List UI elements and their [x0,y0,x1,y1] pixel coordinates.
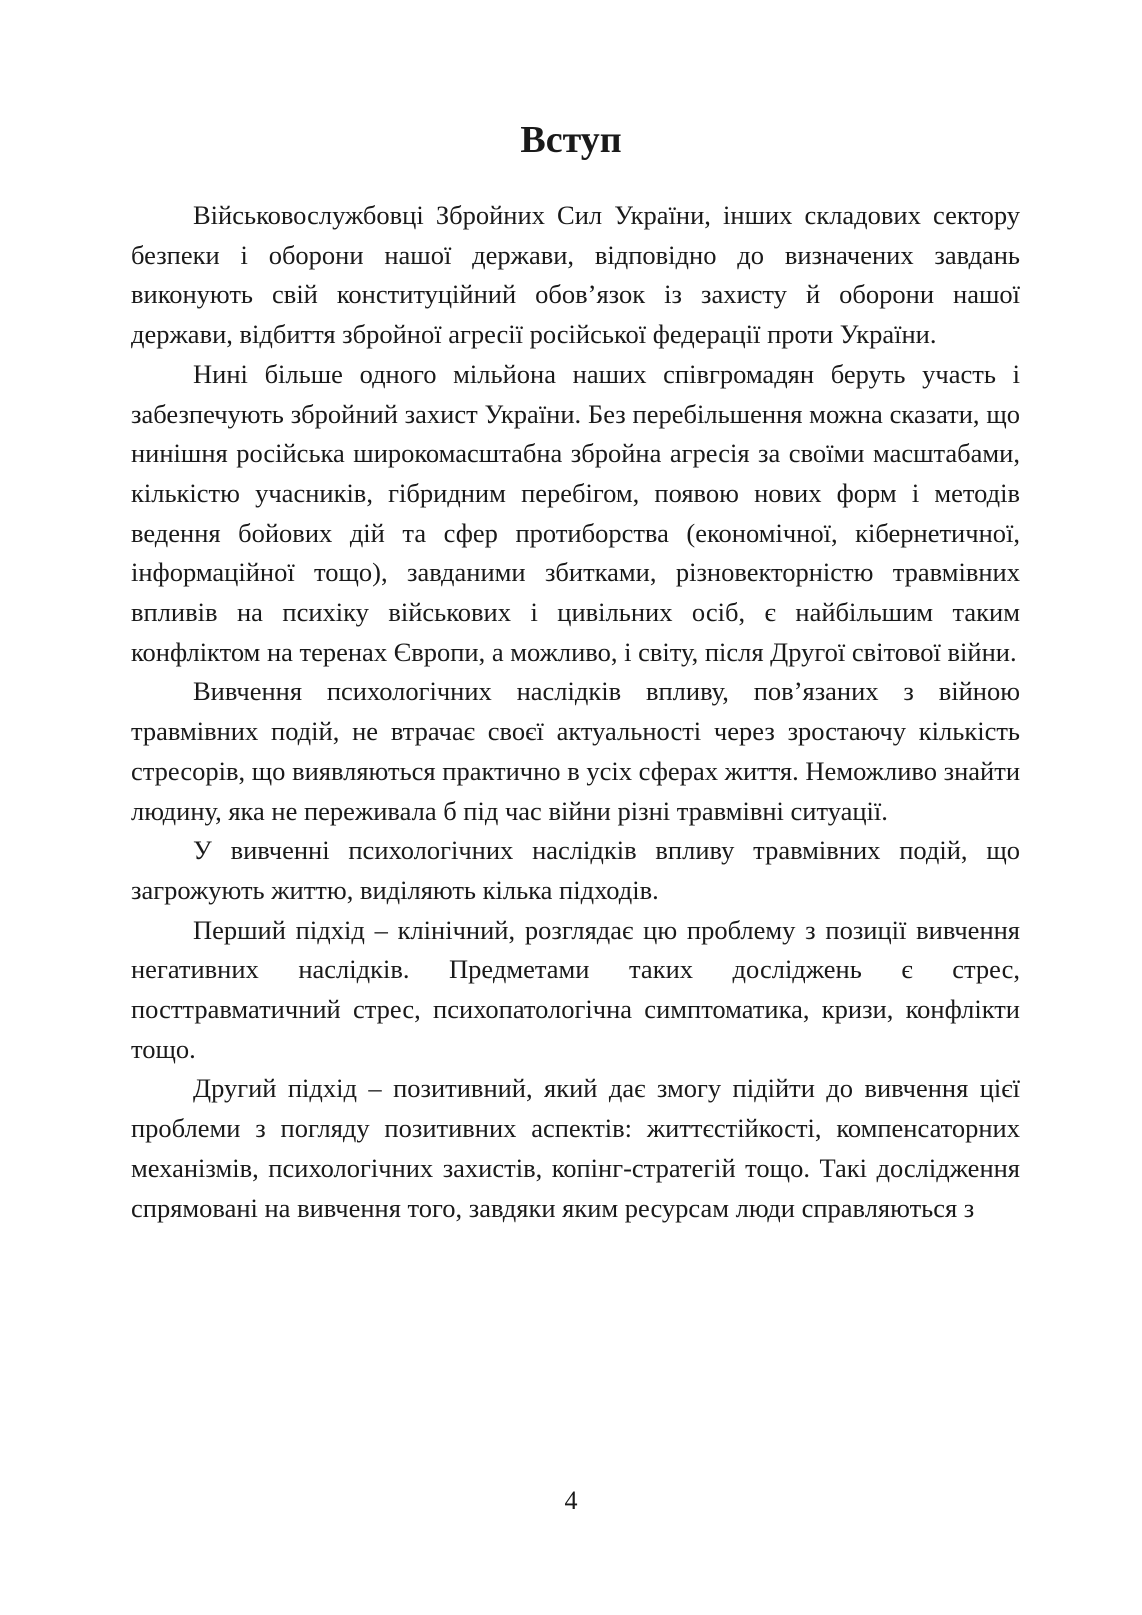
paragraph-5: Перший підхід – клінічний, розглядає цю проблему з позиції вивчення негативних наслідків. Предметами таких досліджень є стрес, посттравматичний стрес, психопатологічна симптоматика, кризи, конфлікти тощо. [131,914,1020,1064]
paragraph-1: Військовослужбовці Збройних Сил України, інших складових сектору безпеки і оборони нашої держави, відповідно до визначених завдань виконують свій конституційний обов’язок із захисту й оборони нашої держави, відбиття збройної агресії російської федерації проти України. [131,200,1020,350]
paragraph-3: Вивчення психологічних наслідків впливу, пов’язаних з війною травмівних подій, не втрачає своєї актуальності через зростаючу кількість стресорів, що виявляються практично в усіх сферах життя. Неможливо знайти людину, яка не переживала б під час війни різні травмівні ситуації. [131,676,1020,826]
page-title: Вступ [520,119,622,161]
paragraph-4: У вивченні психологічних наслідків впливу травмівних подій, що загрожують життю, виділяють кілька підходів. [131,835,1020,905]
paragraph-6: Другий підхід – позитивний, який дає змогу підійти до вивчення цієї проблеми з погляду позитивних аспектів: життєстійкості, компенсаторних механізмів, психологічних захистів, копінг-стратегій тощо. Такі дослідження спрямовані на вивчення того, завдяки яким ресурсам люди справляються з [131,1073,1020,1223]
body-text [131,196,1020,1228]
paragraph-2: Нині більше одного мільйона наших співгромадян беруть участь і забезпечують збройний захист України. Без перебільшення можна сказати, що нинішня російська широкомасштабна збройна агресія за своїми масштабами, кількістю учасників, гібридним перебігом, появою нових форм і методів ведення бойових дій та сфер протиборства (економічної, кібернетичної, інформаційної тощо), завданими збитками, різновекторністю травмівних впливів на психіку військових і цивільних осіб, є найбільшим таким конфліктом на теренах Європи, а можливо, і світу, після Другої світової війни. [131,358,1020,667]
page-number: 4 [564,1486,578,1515]
